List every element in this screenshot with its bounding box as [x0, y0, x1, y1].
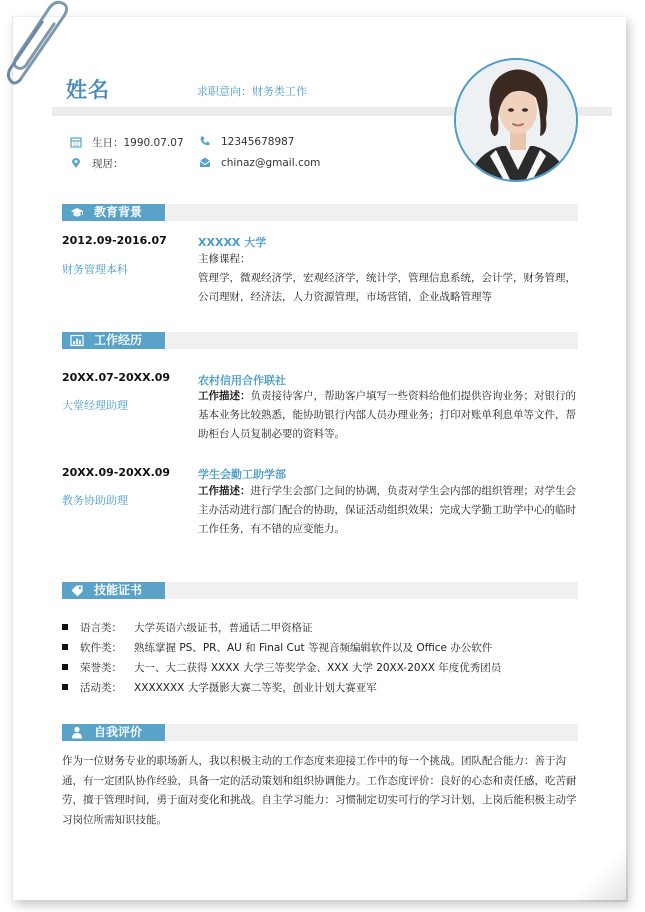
section-self-eval-title: 自我评价: [62, 724, 165, 741]
section-self-eval-header: [62, 724, 578, 741]
mail-icon: [199, 156, 211, 168]
work-1-org: 农村信用合作联社: [198, 374, 286, 387]
work-1-desc-text: 负责接待客户，帮助客户填写一些资料给他们提供咨询业务；对银行的基本业务比较熟悉，能协助银行内部人员办理业务；打印对账单利息单等文件，帮助柜台人员复制必要的资料等。: [198, 390, 576, 440]
bar-chart-icon: [70, 334, 84, 347]
phone-icon: [199, 135, 211, 147]
work-2-desc-label: 工作描述：: [198, 485, 251, 497]
birth-text: 生日：1990.07.07: [92, 137, 184, 149]
work-1-date: 20XX.07-20XX.09: [62, 371, 171, 384]
list-item: 荣誉类： 大一、大二获得 XXXX 大学三等奖学金、XXX 大学 20XX-20XX 年度优秀团员: [62, 658, 582, 678]
phone-row: [199, 135, 295, 148]
work-2-description: [198, 482, 580, 539]
person-icon: [70, 726, 84, 739]
education-courses: [198, 250, 580, 307]
section-education-header: [62, 204, 578, 221]
list-item: 语言类： 大学英语六级证书，普通话二甲资格证: [62, 618, 582, 638]
courses-label: 主修课程：: [198, 253, 251, 265]
self-eval-text: 作为一位财务专业的职场新人，我以积极主动的工作态度来迎接工作中的每一个挑战。团队配合能力：善于沟通，有一定团队协作经验，具备一定的活动策划和组织协调能力。工作态度评价：良好的心态和责任感，吃苦耐劳，擅于管理时间，勇于面对变化和挑战。自主学习能力：习惯制定切实可行的学习计划，上岗后能积极主动学习岗位所需知识技能。: [62, 755, 577, 826]
location-row: [70, 156, 124, 171]
work-1-role: 大堂经理助理: [62, 399, 128, 412]
location-pin-icon: [70, 157, 82, 169]
work-2-role: 教务协助助理: [62, 494, 128, 507]
skills-list: [62, 618, 582, 698]
phone-text: 12345678987: [221, 136, 295, 148]
education-school: XXXXX 大学: [198, 236, 267, 249]
section-work-title: 工作经历: [62, 332, 165, 349]
work-1-description: [198, 387, 580, 444]
email-row: [199, 156, 320, 169]
calendar-icon: [70, 136, 82, 148]
list-item: 活动类： XXXXXXX 大学摄影大赛二等奖，创业计划大赛亚军: [62, 678, 582, 698]
education-date: 2012.09-2016.07: [62, 234, 167, 247]
work-1-desc-label: 工作描述：: [198, 390, 251, 402]
section-skills-header: [62, 582, 578, 599]
work-2-date: 20XX.09-20XX.09: [62, 466, 171, 479]
candidate-name: 姓名: [66, 78, 110, 102]
list-item: 软件类： 熟练掌握 PS、PR、AU 和 Final Cut 等视音频编辑软件以及 Office 办公软件: [62, 638, 582, 658]
graduation-cap-icon: [70, 206, 84, 219]
email-text: chinaz@gmail.com: [221, 157, 321, 169]
courses-text: 管理学，微观经济学，宏观经济学，统计学，管理信息系统，会计学，财务管理，公司理财，经济法，人力资源管理，市场营销，企业战略管理等: [198, 272, 576, 303]
section-work-header: [62, 332, 578, 349]
tag-icon: [70, 584, 84, 597]
job-intent: 求职意向：财务类工作: [197, 85, 307, 98]
birth-row: [70, 135, 184, 150]
section-education-title: 教育背景: [62, 204, 165, 221]
svg-text:11: 11: [73, 143, 80, 148]
work-2-org: 学生会勤工助学部: [198, 468, 286, 481]
education-degree: 财务管理本科: [62, 263, 128, 276]
location-text: 现居：: [92, 158, 124, 170]
work-2-desc-text: 进行学生会部门之间的协调，负责对学生会内部的组织管理；对学生会主办活动进行部门配合的协助，保证活动组织效果；完成大学勤工助学中心的临时工作任务，有不错的应变能力。: [198, 485, 576, 535]
section-skills-title: 技能证书: [62, 582, 165, 599]
avatar: [454, 58, 578, 182]
